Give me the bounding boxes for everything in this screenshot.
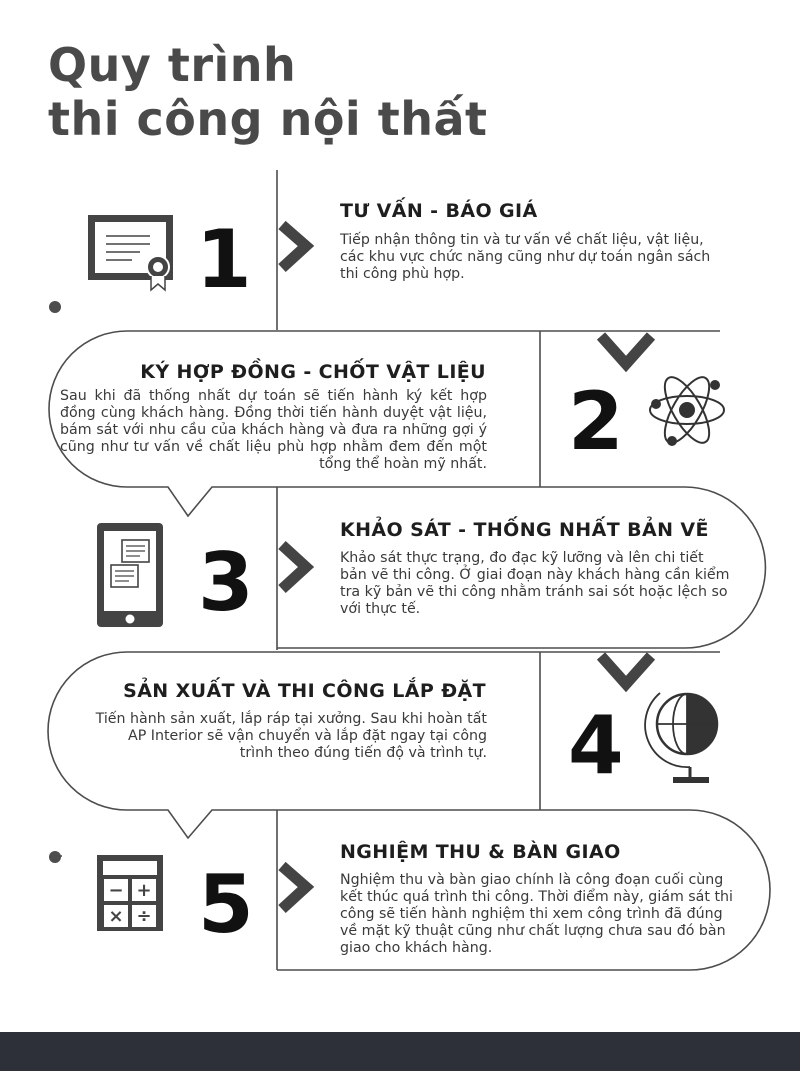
step-4-number: 4	[568, 699, 624, 792]
step-3-number: 3	[198, 536, 254, 629]
calculator-icon	[97, 855, 163, 931]
step-5-number: 5	[198, 858, 254, 951]
step-3-title: KHẢO SÁT - THỐNG NHẤT BẢN VẼ	[340, 519, 709, 541]
step-4-description: Tiến hành sản xuất, lắp ráp tại xưởng. Sau khi hoàn tất AP Interior sẽ vận chuyển và lắp đặt ngay tại công trình theo đúng tiến độ và trình tự.	[95, 711, 487, 761]
svg-text:×: ×	[108, 906, 124, 927]
svg-text:−: −	[108, 880, 124, 901]
step-5-description: Nghiệm thu và bàn giao chính là công đoạn cuối cùng kết thúc quá trình thi công. Thời điểm này, giám sát thi công sẽ tiến hành nghiệm thi xem công trình đã đúng về mặt kỹ thuật cũng như chất lượng chưa sau đó bàn giao cho khách hàng.	[340, 872, 733, 956]
step-4-title: SẢN XUẤT VÀ THI CÔNG LẮP ĐẶT	[123, 680, 486, 702]
chevron-down-icon	[601, 336, 651, 364]
step-2-description: Sau khi đã thống nhất dự toán sẽ tiến hành ký kết hợp đồng cùng khách hàng. Đồng thời tiến hành duyệt vật liệu, bám sát với nhu cầu của khách hàng và đưa ra những gợi ý cũng như tư vấn về chất liệu phù hợp nhằm đem đến một tổng thể hoàn mỹ nhất.	[60, 388, 487, 472]
step-1-number: 1	[196, 213, 252, 306]
title-line-2: thi công nội thất	[48, 92, 488, 146]
chevron-right-icon	[282, 545, 306, 589]
step-2-title: KÝ HỢP ĐỒNG - CHỐT VẬT LIỆU	[140, 361, 486, 383]
svg-text:+: +	[136, 880, 152, 901]
timeline-dot-5	[49, 851, 61, 863]
step-2-number: 2	[568, 375, 624, 468]
chevron-right-icon	[282, 866, 306, 909]
timeline-dot-1	[49, 301, 61, 313]
step-5-title: NGHIỆM THU & BÀN GIAO	[340, 841, 621, 863]
step-1-title: TƯ VẤN - BÁO GIÁ	[340, 200, 538, 222]
footer-bar	[0, 1032, 800, 1071]
step-1-description: Tiếp nhận thông tin và tư vấn về chất liệu, vật liệu, các khu vực chức năng cũng như dự toán ngân sách thi công phù hợp.	[340, 232, 711, 282]
svg-text:÷: ÷	[136, 906, 152, 927]
step-3-description: Khảo sát thực trạng, đo đạc kỹ lưỡng và lên chi tiết bản vẽ thi công. Ở giai đoạn này khách hàng cần kiểm tra kỹ bản vẽ thi công nhằm tránh sai sót hoặc lệch so với thực tế.	[340, 550, 730, 617]
chevron-right-icon	[282, 225, 306, 268]
globe-icon	[645, 693, 717, 783]
atom-icon	[650, 371, 724, 449]
tablet-icon	[97, 523, 163, 627]
title-line-1: Quy trình	[48, 38, 297, 92]
chevron-down-icon	[601, 656, 651, 684]
certificate-icon	[88, 215, 173, 290]
